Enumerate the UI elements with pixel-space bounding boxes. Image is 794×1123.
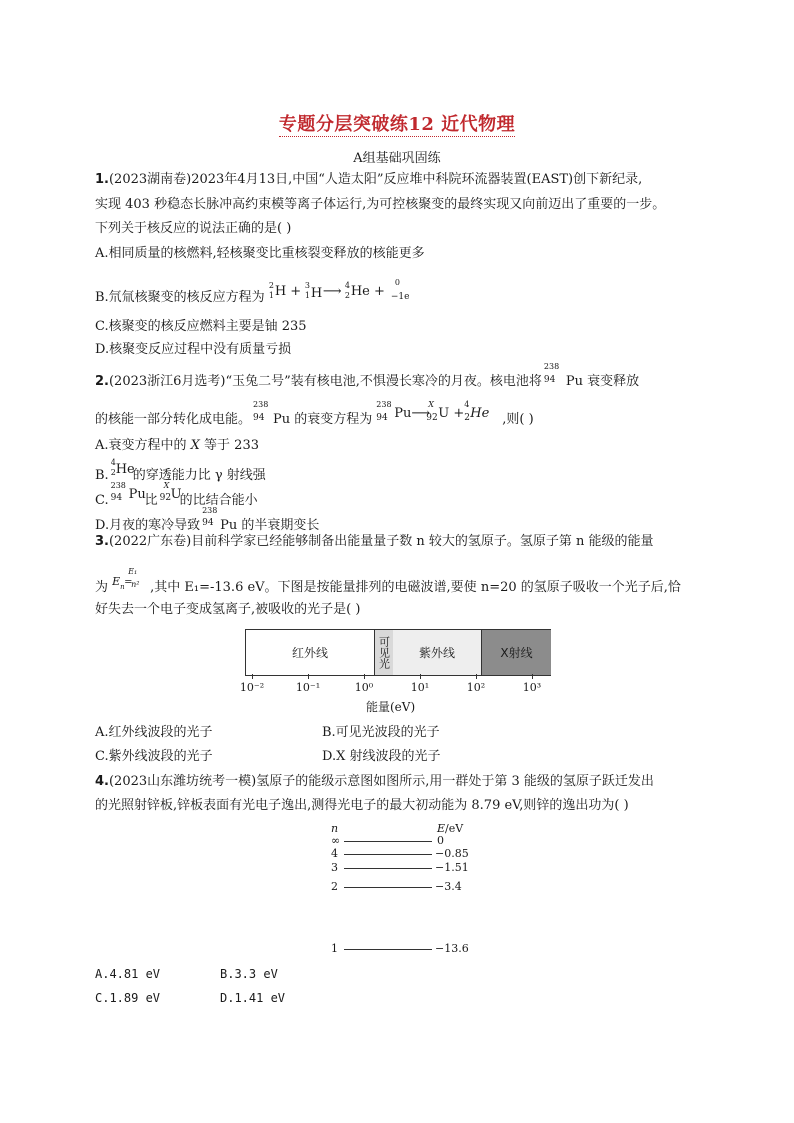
tick-label: 10⁰ — [354, 681, 374, 694]
q4-option-d: D.1.41 eV — [220, 991, 286, 1005]
axis-tick — [308, 674, 309, 679]
level-e-label: −3.4 — [435, 880, 462, 893]
pu238-symbol: 238 94 — [543, 362, 560, 385]
em-spectrum-figure — [245, 629, 551, 676]
q1-number: 1. — [95, 172, 109, 187]
axis-tick — [532, 674, 533, 679]
q2-option-c: C. 238 94 Pu 比 X 92 U 的比结合能小 — [95, 481, 258, 508]
level-e-label: −13.6 — [435, 942, 469, 955]
level-n-label: 1 — [331, 942, 338, 955]
q2-option-a: A.衰变方程中的 X 等于 233 — [95, 438, 259, 453]
q2-line1: 2.(2023浙江6月选考)“玉兔二号”装有核电池,不惧漫长寒冷的月夜。核电池将 238 94 Pu 衰变释放 — [95, 362, 640, 389]
q1-option-a: A.相同质量的核燃料,轻核聚变比重核裂变释放的核能更多 — [95, 246, 425, 261]
q4-option-a: A.4.81 eV — [95, 967, 161, 981]
level-e-label: −0.85 — [435, 847, 469, 860]
q1-option-d: D.核聚变反应过程中没有质量亏损 — [95, 342, 292, 357]
level-n-label: 2 — [331, 880, 338, 893]
q4-line1: 4.(2023山东潍坊统考一模)氢原子的能级示意图如图所示,用一群处于第 3 能级的氢原子跃迁发出 — [95, 774, 654, 789]
tick-label: 10³ — [522, 681, 542, 694]
axis-tick — [420, 674, 421, 679]
band-xray: X射线 — [481, 630, 551, 675]
q2-line2: 的核能一部分转化成电能。 238 94 Pu 的衰变方程为 238 94 Pu⟶ X 92 U + 4 2 He ,则( ) — [95, 400, 534, 427]
level-e-label: −1.51 — [435, 861, 469, 874]
tick-label: 10⁻² — [239, 681, 265, 694]
q3-option-b: B.可见光波段的光子 — [322, 725, 440, 740]
level-n-label: 3 — [331, 861, 338, 874]
axis-tick — [476, 674, 477, 679]
energy-level-line — [344, 841, 432, 842]
tick-label: 10⁻¹ — [295, 681, 321, 694]
tick-label: 10¹ — [410, 681, 430, 694]
band-visible-label: 可见光 — [377, 636, 391, 669]
energy-level-line — [344, 854, 432, 855]
band-ultraviolet: 紫外线 — [393, 630, 481, 675]
q3-option-a: A.红外线波段的光子 — [95, 725, 213, 740]
axis-label: 能量(eV) — [366, 700, 416, 714]
level-n-label: ∞ — [331, 834, 341, 847]
q4-option-c: C.1.89 eV — [95, 991, 161, 1005]
tick-label: 10² — [466, 681, 486, 694]
q1-line1: 1.(2023湖南卷)2023年4月13日,中国“人造太阳”反应堆中科院环流器装置(EAST)创下新纪录, — [95, 172, 643, 187]
fusion-equation: 2 1 H + 3 1 H ⟶ 4 2 He + 0 −1e — [268, 278, 410, 302]
q2-option-b: B. 4 2 He 的穿透能力比 γ 射线强 — [95, 458, 266, 483]
q1-option-b: B.氘氚核聚变的核反应方程为 2 1 H + 3 1 H ⟶ 4 2 He + 0 −1e — [95, 283, 439, 307]
diagram-e-header: E/eV — [437, 822, 464, 835]
q4-line2: 的光照射锌板,锌板表面有光电子逸出,测得光电子的最大初动能为 8.79 eV,则锌的逸出功为( ) — [95, 798, 629, 813]
q2-option-d: D.月夜的寒冷导致 238 94 Pu 的半衰期变长 — [95, 506, 320, 533]
energy-level-line — [344, 868, 432, 869]
q3-option-c: C.紫外线波段的光子 — [95, 749, 213, 764]
q3-line2: 为 E₁ E n = n² ,其中 E₁=-13.6 eV。下图是按能量排列的电磁波谱,要使 n=20 的氢原子吸收一个光子后,恰 — [95, 567, 681, 595]
q3-option-d: D.X 射线波段的光子 — [322, 749, 441, 764]
q1-line2: 实现 403 秒稳态长脉冲高约束模等离子体运行,为可控核聚变的最终实现又向前迈出了重要的一步。 — [95, 197, 666, 212]
q1-line3: 下列关于核反应的说法正确的是( ) — [95, 221, 292, 236]
q3-line3: 好失去一个电子变成氢离子,被吸收的光子是( ) — [95, 602, 361, 617]
q3-line1: 3.(2022广东卷)目前科学家已经能够制备出能量量子数 n 较大的氢原子。氢原子第 n 能级的能量 — [95, 534, 654, 549]
pu238-symbol: 238 94 — [253, 400, 269, 423]
axis-tick — [252, 674, 253, 679]
q4-option-b: B.3.3 eV — [220, 967, 278, 981]
energy-level-line — [344, 887, 432, 888]
page-title: 专题分层突破练12 近代物理 — [278, 114, 516, 135]
section-heading: A组基础巩固练 — [353, 151, 441, 166]
level-e-label: 0 — [437, 834, 444, 847]
band-infrared: 红外线 — [246, 630, 374, 675]
level-n-label: 4 — [331, 847, 338, 860]
energy-formula: E₁ E n = n² — [112, 567, 140, 591]
diagram-n-header: n — [331, 822, 339, 835]
q1-option-c: C.核聚变的核反应燃料主要是铀 235 — [95, 319, 307, 334]
decay-equation: 238 94 Pu⟶ X 92 U + 4 2 He — [376, 400, 490, 423]
band-visible — [374, 630, 394, 675]
axis-tick — [364, 674, 365, 679]
energy-level-line — [344, 949, 432, 950]
